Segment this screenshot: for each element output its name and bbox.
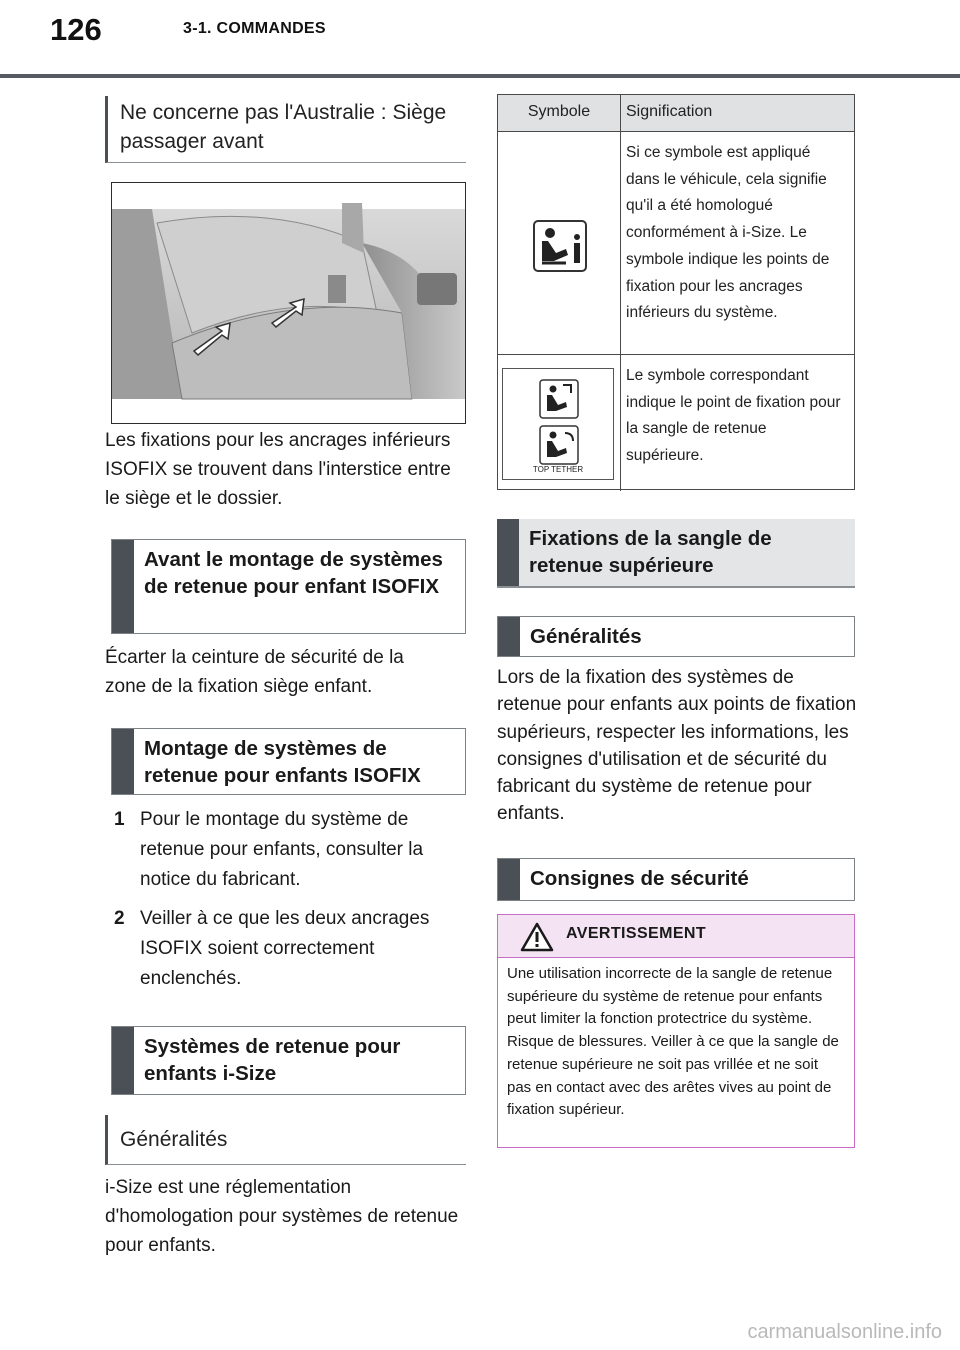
tether-symbol-frame [502, 368, 614, 480]
heading-text: Avant le montage de systèmes de retenue pour enfant ISOFIX [144, 548, 443, 598]
table-row [498, 132, 854, 355]
table-header [498, 95, 854, 132]
heading-bar [112, 1027, 134, 1094]
step-number: 2 [114, 908, 125, 929]
table-row [498, 355, 854, 491]
page-number: 126 [50, 12, 102, 47]
warning-header [498, 915, 854, 958]
warning-box [497, 914, 855, 1148]
heading-text: Consignes de sécurité [530, 867, 749, 890]
intro-heading [105, 96, 466, 163]
chapter-title: 3-1. COMMANDES [183, 20, 326, 37]
isize-text: i-Size est une réglementation d'homologation pour systèmes de retenue pour enfants. [105, 1177, 459, 1256]
step-1 [114, 805, 464, 895]
figure-caption: Les fixations pour les ancrages inférieurs ISOFIX se trouvent dans l'interstice entre le siège et le dossier. [105, 430, 451, 509]
header-rule [0, 74, 960, 78]
heading-bar [498, 617, 520, 656]
heading-bar [497, 519, 519, 586]
section1-text: Écarter la ceinture de sécurité de la zone de la fixation siège enfant. [105, 647, 404, 697]
heading-text: Montage de systèmes de retenue pour enfants ISOFIX [144, 737, 421, 787]
isize-subheading-text: Généralités [120, 1128, 228, 1151]
isize-symbol-icon [532, 219, 592, 279]
isize-subheading [105, 1115, 466, 1165]
symbol-table [497, 94, 855, 490]
heading-text: Généralités [530, 625, 642, 648]
heading-text: Systèmes de retenue pour enfants i-Size [144, 1035, 401, 1085]
heading-bar [112, 540, 134, 633]
section-isofix-mount-heading [111, 728, 466, 795]
tether-text: Lors de la fixation des systèmes de retenue pour enfants aux points de fixation supérieurs, respecter les informations, les consignes d'utilisation et de sécurité du fabricant du système de retenue pour enfants. [497, 667, 857, 825]
heading-bar [498, 859, 520, 900]
seat-illustration [112, 183, 465, 423]
console-panel [417, 273, 457, 305]
section-isofix-before-heading [111, 539, 466, 634]
symbol-cell [498, 355, 621, 491]
watermark: carmanualsonline.info [747, 1321, 942, 1343]
section-isize-heading [111, 1026, 466, 1095]
seat-figure [111, 182, 466, 424]
warning-title: AVERTISSEMENT [566, 925, 707, 942]
tether-anchorage-heading [497, 519, 855, 588]
meaning-text: Si ce symbole est appliqué dans le véhicule, cela signifie qu'il a été homologué conformément à i-Size. Le symbole indique les points de fixation pour les ancrages inférieurs du système. [626, 144, 830, 322]
tether-symbol-icon [539, 379, 579, 419]
step-text: Pour le montage du système de retenue pour enfants, consulter la notice du fabricant. [140, 809, 424, 890]
col-symbol: Symbole [498, 95, 621, 131]
safety-heading [497, 858, 855, 901]
step-text: Veiller à ce que les deux ancrages ISOFIX soient correctement enclenchés. [140, 908, 430, 989]
symbol-cell [498, 132, 621, 354]
meaning-text: Le symbole correspondant indique le point de fixation pour la sangle de retenue supérieure. [626, 367, 841, 465]
col-meaning: Signification [626, 103, 713, 120]
warning-text: Une utilisation incorrecte de la sangle de retenue supérieure du système de retenue pour enfants peut limiter la fonction protectrice du système. Risque de blessures. Veiller à ce que la sangle de retenue supérieure ne soit pas vrillée et ne soit pas en contact avec des arêtes vives au point de fixation supérieur. [507, 965, 839, 1119]
warning-triangle-icon [520, 922, 554, 952]
top-tether-label: TOP TETHER [532, 465, 584, 474]
tether-anchor-icon [539, 425, 579, 465]
heading-text: Fixations de la sangle de retenue supérieure [529, 527, 772, 577]
step-2 [114, 904, 464, 994]
step-number: 1 [114, 809, 125, 830]
anchor-bracket [328, 275, 346, 303]
intro-heading-text: Ne concerne pas l'Australie : Siège passager avant [120, 101, 447, 153]
heading-bar [112, 729, 134, 794]
tether-general-heading [497, 616, 855, 657]
